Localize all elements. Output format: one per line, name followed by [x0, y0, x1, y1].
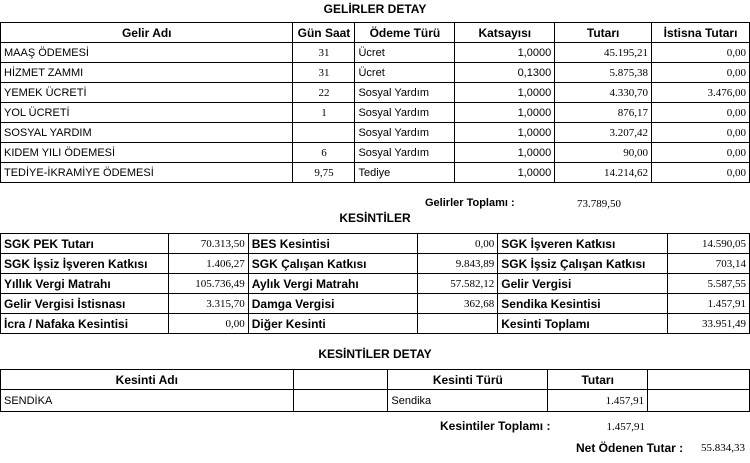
- gelir-adi: YOL ÜCRETİ: [1, 103, 293, 123]
- header-empty-2: [648, 370, 750, 390]
- header-kesinti-turu: Kesinti Türü: [388, 370, 548, 390]
- table-row: [1, 43, 750, 63]
- kesinti-value: 57.582,12: [418, 274, 498, 294]
- kesintiler-total-value: 1.457,91: [606, 421, 645, 433]
- kesinti-label: Kesinti Toplamı: [498, 314, 668, 334]
- kesinti-label: SGK Çalışan Katkısı: [248, 254, 418, 274]
- tutar: 14.214,62: [555, 163, 652, 183]
- header-istisna-tutari: İstisna Tutarı: [652, 23, 750, 43]
- kesintiler-title: KESİNTİLER: [339, 211, 411, 225]
- header-gun-saat: Gün Saat: [293, 23, 355, 43]
- table-row: [1, 294, 750, 314]
- gun-saat: 9,75: [293, 163, 355, 183]
- kesinti-detay-header-row: [1, 370, 750, 390]
- kesinti-turu: Sendika: [388, 390, 548, 412]
- kesinti-label: SGK PEK Tutarı: [1, 234, 169, 254]
- katsayi: 1,0000: [455, 123, 555, 143]
- kesinti-value: 362,68: [418, 294, 498, 314]
- gun-saat: 22: [293, 83, 355, 103]
- kesinti-label: İcra / Nafaka Kesintisi: [1, 314, 169, 334]
- net-odenen-value: 55.834,33: [701, 442, 745, 454]
- istisna-tutar: 3.476,00: [652, 83, 750, 103]
- gelir-adi: KIDEM YILI ÖDEMESİ: [1, 143, 293, 163]
- gelir-adi: HİZMET ZAMMI: [1, 63, 293, 83]
- kesinti-label: Diğer Kesinti: [248, 314, 418, 334]
- tutar: 4.330,70: [555, 83, 652, 103]
- kesinti-label: Aylık Vergi Matrahı: [248, 274, 418, 294]
- gelirler-title: GELİRLER DETAY: [323, 2, 427, 16]
- tutar: 45.195,21: [555, 43, 652, 63]
- gun-saat: [293, 123, 355, 143]
- odeme-turu: Ücret: [355, 63, 455, 83]
- gun-saat: 31: [293, 63, 355, 83]
- kesinti-value: 1.406,27: [168, 254, 248, 274]
- kesinti-detay-table: [0, 369, 750, 412]
- kesinti-value: 70.313,50: [168, 234, 248, 254]
- istisna-tutar: 0,00: [652, 143, 750, 163]
- kesinti-label: Gelir Vergisi İstisnası: [1, 294, 169, 314]
- kesinti-value: 0,00: [168, 314, 248, 334]
- kesinti-value: 0,00: [418, 234, 498, 254]
- odeme-turu: Sosyal Yardım: [355, 143, 455, 163]
- table-row: [1, 254, 750, 274]
- gelir-adi: SOSYAL YARDIM: [1, 123, 293, 143]
- kesinti-detay-title: KESİNTİLER DETAY: [318, 347, 432, 361]
- table-row: [1, 163, 750, 183]
- header-tutari: Tutarı: [555, 23, 652, 43]
- kesinti-label: Yıllık Vergi Matrahı: [1, 274, 169, 294]
- istisna-tutar: 0,00: [652, 163, 750, 183]
- gelir-adi: MAAŞ ÖDEMESİ: [1, 43, 293, 63]
- kesinti-value: 3.315,70: [168, 294, 248, 314]
- tutar: 5.875,38: [555, 63, 652, 83]
- kesinti-value: 33.951,49: [668, 314, 750, 334]
- kesinti-label: SGK İşveren Katkısı: [498, 234, 668, 254]
- tutar: 876,17: [555, 103, 652, 123]
- gun-saat: 6: [293, 143, 355, 163]
- odeme-turu: Sosyal Yardım: [355, 123, 455, 143]
- gelirler-total-value: 73.789,50: [577, 198, 621, 210]
- table-row: [1, 123, 750, 143]
- header-kesinti-adi: Kesinti Adı: [1, 370, 294, 390]
- kesinti-empty: [293, 390, 388, 412]
- kesinti-value: 14.590,05: [668, 234, 750, 254]
- katsayi: 1,0000: [455, 83, 555, 103]
- gelir-adi: TEDİYE-İKRAMİYE ÖDEMESİ: [1, 163, 293, 183]
- kesinti-adi: SENDİKA: [1, 390, 294, 412]
- odeme-turu: Tediye: [355, 163, 455, 183]
- kesinti-value: 703,14: [668, 254, 750, 274]
- kesinti-label: Damga Vergisi: [248, 294, 418, 314]
- table-row: [1, 143, 750, 163]
- odeme-turu: Sosyal Yardım: [355, 83, 455, 103]
- istisna-tutar: 0,00: [652, 63, 750, 83]
- kesinti-label: Gelir Vergisi: [498, 274, 668, 294]
- katsayi: 1,0000: [455, 103, 555, 123]
- kesinti-value: 105.736,49: [168, 274, 248, 294]
- header-gelir-adi: Gelir Adı: [1, 23, 293, 43]
- header-odeme-turu: Ödeme Türü: [355, 23, 455, 43]
- header-katsayisi: Katsayısı: [455, 23, 555, 43]
- table-row: [1, 234, 750, 254]
- header-tutari: Tutarı: [548, 370, 648, 390]
- kesinti-label: SGK İşsiz Çalışan Katkısı: [498, 254, 668, 274]
- kesinti-tutar: 1.457,91: [548, 390, 648, 412]
- kesinti-label: Sendika Kesintisi: [498, 294, 668, 314]
- kesinti-value: 1.457,91: [668, 294, 750, 314]
- kesinti-value: 5.587,55: [668, 274, 750, 294]
- net-odenen-label: Net Ödenen Tutar :: [576, 441, 684, 455]
- tutar: 90,00: [555, 143, 652, 163]
- odeme-turu: Ücret: [355, 43, 455, 63]
- kesinti-label: SGK İşsiz İşveren Katkısı: [1, 254, 169, 274]
- kesinti-label: BES Kesintisi: [248, 234, 418, 254]
- gelir-adi: YEMEK ÜCRETİ: [1, 83, 293, 103]
- kesintiler-total-label: Kesintiler Toplamı :: [440, 419, 551, 433]
- table-row: [1, 103, 750, 123]
- gun-saat: 1: [293, 103, 355, 123]
- kesinti-empty-2: [648, 390, 750, 412]
- istisna-tutar: 0,00: [652, 123, 750, 143]
- katsayi: 0,1300: [455, 63, 555, 83]
- kesinti-value: 9.843,89: [418, 254, 498, 274]
- odeme-turu: Sosyal Yardım: [355, 103, 455, 123]
- table-row: [1, 63, 750, 83]
- tutar: 3.207,42: [555, 123, 652, 143]
- gun-saat: 31: [293, 43, 355, 63]
- kesintiler-table: [0, 233, 750, 334]
- gelirler-header-row: [1, 23, 750, 43]
- table-row: [1, 83, 750, 103]
- kesinti-value: [418, 314, 498, 334]
- header-empty: [293, 370, 388, 390]
- table-row: [1, 274, 750, 294]
- gelirler-table: [0, 22, 750, 183]
- istisna-tutar: 0,00: [652, 43, 750, 63]
- katsayi: 1,0000: [455, 43, 555, 63]
- katsayi: 1,0000: [455, 143, 555, 163]
- table-row: [1, 390, 750, 412]
- table-row: [1, 314, 750, 334]
- gelirler-total-label: Gelirler Toplamı :: [425, 197, 515, 209]
- istisna-tutar: 0,00: [652, 103, 750, 123]
- katsayi: 1,0000: [455, 163, 555, 183]
